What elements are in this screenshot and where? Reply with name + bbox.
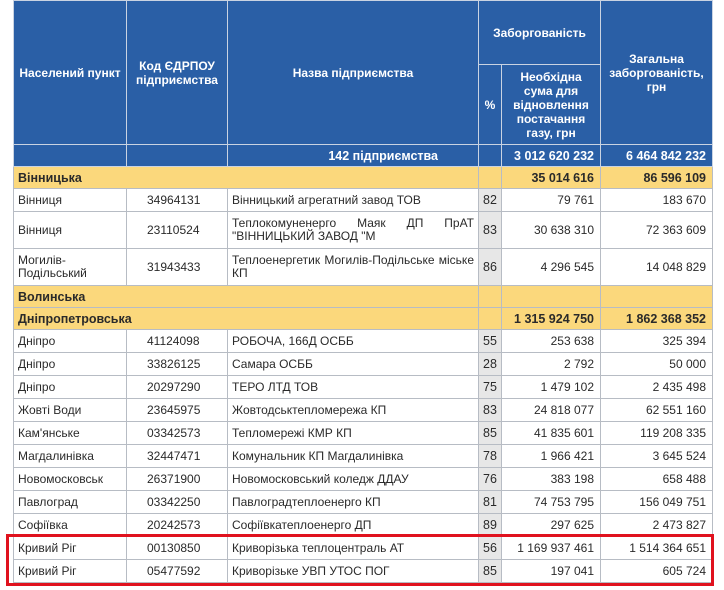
header-edrpou: Код ЄДРПОУ підприємства — [127, 1, 228, 145]
cell-company: ТЕРО ЛТД ТОВ — [228, 376, 479, 399]
totals-empty-2 — [127, 145, 228, 167]
cell-total: 3 645 524 — [601, 445, 713, 468]
cell-pct: 55 — [479, 330, 502, 353]
cell-city: Кам'янське — [14, 422, 127, 445]
cell-pct: 85 — [479, 422, 502, 445]
cell-company: Новомосковський коледж ДДАУ — [228, 468, 479, 491]
header-pct: % — [479, 65, 502, 145]
cell-total: 1 514 364 651 — [601, 537, 713, 560]
cell-pct: 75 — [479, 376, 502, 399]
cell-edrpou: 26371900 — [127, 468, 228, 491]
cell-pct: 85 — [479, 560, 502, 583]
cell-edrpou: 20297290 — [127, 376, 228, 399]
table-row — [14, 212, 713, 249]
cell-pct: 56 — [479, 537, 502, 560]
cell-pct: 82 — [479, 189, 502, 212]
cell-total: 2 435 498 — [601, 376, 713, 399]
cell-city: Новомосковськ — [14, 468, 127, 491]
cell-required: 383 198 — [502, 468, 601, 491]
cell-city: Кривий Ріг — [14, 560, 127, 583]
table-row — [14, 189, 713, 212]
cell-edrpou: 31943433 — [127, 249, 228, 286]
cell-total: 183 670 — [601, 189, 713, 212]
cell-edrpou: 23645975 — [127, 399, 228, 422]
cell-required: 2 792 — [502, 353, 601, 376]
cell-total: 325 394 — [601, 330, 713, 353]
cell-city: Дніпро — [14, 353, 127, 376]
cell-edrpou: 05477592 — [127, 560, 228, 583]
table-row — [14, 560, 713, 583]
cell-total: 605 724 — [601, 560, 713, 583]
header-total-debt: Загальна заборгованість, грн — [601, 1, 713, 145]
header-debt: Заборгованість — [479, 1, 601, 65]
cell-required: 30 638 310 — [502, 212, 601, 249]
cell-required: 297 625 — [502, 514, 601, 537]
header-company: Назва підприємства — [228, 1, 479, 145]
table-row — [14, 468, 713, 491]
header-required: Необхідна сума для відновлення постачання газу, грн — [502, 65, 601, 145]
cell-pct: 81 — [479, 491, 502, 514]
cell-company: Софіївкатеплоенерго ДП — [228, 514, 479, 537]
cell-required: 74 753 795 — [502, 491, 601, 514]
cell-pct: 76 — [479, 468, 502, 491]
header-settlement: Населений пункт — [14, 1, 127, 145]
region-required — [502, 286, 601, 308]
table-row — [14, 399, 713, 422]
cell-company: Комунальник КП Магдалинівка — [228, 445, 479, 468]
region-pct-empty — [479, 308, 502, 330]
cell-edrpou: 03342250 — [127, 491, 228, 514]
table-row — [14, 330, 713, 353]
cell-edrpou: 20242573 — [127, 514, 228, 537]
region-total — [601, 286, 713, 308]
totals-empty-3 — [479, 145, 502, 167]
cell-total: 72 363 609 — [601, 212, 713, 249]
cell-company: РОБОЧА, 166Д ОСББ — [228, 330, 479, 353]
cell-total: 50 000 — [601, 353, 713, 376]
region-name: Волинська — [14, 286, 479, 308]
table-row — [14, 353, 713, 376]
table-row — [14, 445, 713, 468]
cell-edrpou: 03342573 — [127, 422, 228, 445]
cell-pct: 89 — [479, 514, 502, 537]
region-row — [14, 167, 713, 189]
region-name: Вінницька — [14, 167, 479, 189]
region-required: 35 014 616 — [502, 167, 601, 189]
cell-company: Криворізьке УВП УТОС ПОГ — [228, 560, 479, 583]
cell-company: Теплокомуненерго Маяк ДП ПрАТ "ВІННИЦЬКИЙ ЗАВОД "М — [228, 212, 479, 249]
cell-city: Дніпро — [14, 330, 127, 353]
cell-required: 79 761 — [502, 189, 601, 212]
table-body — [14, 145, 713, 583]
cell-edrpou: 34964131 — [127, 189, 228, 212]
cell-pct: 86 — [479, 249, 502, 286]
cell-required: 24 818 077 — [502, 399, 601, 422]
region-required: 1 315 924 750 — [502, 308, 601, 330]
cell-city: Жовті Води — [14, 399, 127, 422]
cell-total: 14 048 829 — [601, 249, 713, 286]
region-total: 86 596 109 — [601, 167, 713, 189]
cell-city: Вінниця — [14, 189, 127, 212]
cell-edrpou: 32447471 — [127, 445, 228, 468]
cell-total: 2 473 827 — [601, 514, 713, 537]
cell-city: Дніпро — [14, 376, 127, 399]
cell-city: Софіївка — [14, 514, 127, 537]
cell-edrpou: 33826125 — [127, 353, 228, 376]
region-name: Дніпропетровська — [14, 308, 479, 330]
cell-edrpou: 41124098 — [127, 330, 228, 353]
region-row — [14, 286, 713, 308]
totals-total: 6 464 842 232 — [601, 145, 713, 167]
totals-row — [14, 145, 713, 167]
region-total: 1 862 368 352 — [601, 308, 713, 330]
cell-required: 4 296 545 — [502, 249, 601, 286]
cell-city: Павлоград — [14, 491, 127, 514]
cell-required: 197 041 — [502, 560, 601, 583]
table-row — [14, 537, 713, 560]
cell-required: 41 835 601 — [502, 422, 601, 445]
table-row — [14, 514, 713, 537]
region-row — [14, 308, 713, 330]
cell-required: 1 169 937 461 — [502, 537, 601, 560]
table-row — [14, 422, 713, 445]
table-row — [14, 376, 713, 399]
totals-companies: 142 підприємства — [228, 145, 479, 167]
debt-table — [13, 0, 713, 583]
totals-empty-1 — [14, 145, 127, 167]
cell-company: Вінницький агрегатний завод ТОВ — [228, 189, 479, 212]
cell-city: Могилів-Подільський — [14, 249, 127, 286]
cell-company: Криворізька теплоцентраль АТ — [228, 537, 479, 560]
cell-total: 119 208 335 — [601, 422, 713, 445]
cell-company: Тепломережі КМР КП — [228, 422, 479, 445]
cell-pct: 78 — [479, 445, 502, 468]
cell-pct: 28 — [479, 353, 502, 376]
cell-company: Теплоенергетик Могилів-Подільське міське КП — [228, 249, 479, 286]
debt-table-container — [13, 0, 712, 583]
cell-required: 253 638 — [502, 330, 601, 353]
table-row — [14, 491, 713, 514]
cell-edrpou: 00130850 — [127, 537, 228, 560]
cell-required: 1 479 102 — [502, 376, 601, 399]
table-row — [14, 249, 713, 286]
cell-city: Кривий Ріг — [14, 537, 127, 560]
cell-company: Самара ОСББ — [228, 353, 479, 376]
cell-city: Вінниця — [14, 212, 127, 249]
cell-edrpou: 23110524 — [127, 212, 228, 249]
cell-total: 658 488 — [601, 468, 713, 491]
cell-required: 1 966 421 — [502, 445, 601, 468]
cell-total: 62 551 160 — [601, 399, 713, 422]
cell-pct: 83 — [479, 212, 502, 249]
cell-company: Павлоградтеплоенерго КП — [228, 491, 479, 514]
cell-total: 156 049 751 — [601, 491, 713, 514]
cell-city: Магдалинівка — [14, 445, 127, 468]
cell-company: Жовтодськтепломережа КП — [228, 399, 479, 422]
cell-pct: 83 — [479, 399, 502, 422]
region-pct-empty — [479, 167, 502, 189]
region-pct-empty — [479, 286, 502, 308]
totals-required: 3 012 620 232 — [502, 145, 601, 167]
